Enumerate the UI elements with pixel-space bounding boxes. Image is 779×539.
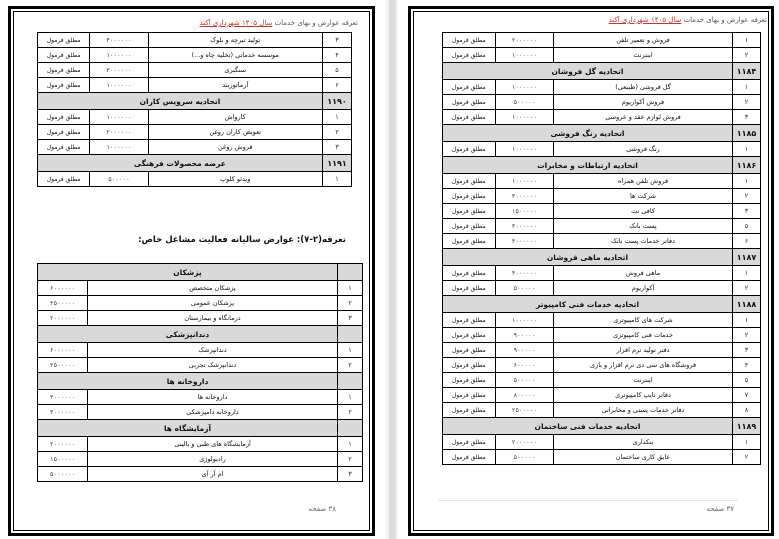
fee-amount: ۱۰۰۰۰۰۰ xyxy=(495,174,553,189)
row-number: ۲ xyxy=(338,358,363,373)
activity-title: آکواریوم xyxy=(554,281,733,296)
fee-condition: مطلق فرمول xyxy=(38,110,90,125)
fee-amount: ۲۵۰۰۰۰۰ xyxy=(495,403,553,418)
table-row xyxy=(443,174,761,189)
activity-title: تعویض کاران روغن xyxy=(148,125,322,140)
table-row xyxy=(443,219,761,234)
section-code: ۱۱۸۴ xyxy=(732,63,760,80)
row-number: ۱ xyxy=(732,33,760,48)
row-number: ۲ xyxy=(322,125,351,140)
section-title: اتحادیه رنگ فروشی xyxy=(443,125,733,142)
activity-title: رنگ فروشی xyxy=(554,142,733,157)
activity-title: ویدئو کلوپ xyxy=(148,172,322,187)
fee-amount: ۱۰۰۰۰۰۰ xyxy=(495,48,553,63)
section-title: اتحادیه گل فروشان xyxy=(443,63,733,80)
section-code xyxy=(338,326,363,343)
row-number: ۴ xyxy=(732,358,760,373)
row-number: ۱ xyxy=(338,281,363,296)
special-occupations-table xyxy=(37,263,363,482)
section-title: اتحادیه سرویس کاران xyxy=(38,93,323,110)
page-number: ۳۷ صفحه xyxy=(706,505,734,513)
section-title: دندانپزشکی xyxy=(38,326,338,343)
section-subheading: تعرفه(۲-۷): عوارض سالیانه فعالیت مشاغل خاص: xyxy=(138,235,346,245)
fee-condition: مطلق فرمول xyxy=(38,125,90,140)
table-row xyxy=(38,125,352,140)
table-row xyxy=(38,78,352,93)
activity-title: پست بانک xyxy=(554,219,733,234)
tariff-table-continued xyxy=(37,32,352,187)
section-header-row xyxy=(443,418,761,435)
fee-condition: مطلق فرمول xyxy=(443,343,496,358)
section-code: ۱۱۸۹ xyxy=(732,418,760,435)
row-number: ۱ xyxy=(732,435,760,450)
table-row xyxy=(443,435,761,450)
fee-condition: مطلق فرمول xyxy=(38,140,90,155)
activity-title: فروش و تعمیر تلفن xyxy=(554,33,733,48)
fee-amount: ۶۰۰۰۰۰ xyxy=(495,358,553,373)
section-header-row xyxy=(443,249,761,266)
row-number: ۱ xyxy=(732,313,760,328)
section-header-row xyxy=(443,157,761,174)
header-prefix: تعرفه عوارض و بهای خدمات xyxy=(681,16,767,24)
fee-condition: مطلق فرمول xyxy=(443,388,496,403)
section-title: عرضه محصولات فرهنگی xyxy=(38,155,323,172)
fee-amount: ۲۰۰۰۰۰۰ xyxy=(38,437,88,452)
header-prefix: تعرفه عوارض و بهای خدمات xyxy=(272,19,358,27)
section-title: اتحادیه خدمات فنی ساختمان xyxy=(443,418,733,435)
row-number: ۳ xyxy=(338,467,363,482)
activity-title: پزشکان عمومی xyxy=(88,296,338,311)
fee-amount: ۵۰۰۰۰۰ xyxy=(90,172,148,187)
row-number: ۸ xyxy=(732,403,760,418)
activity-title: آرماتوربند xyxy=(148,78,322,93)
table-row xyxy=(443,388,761,403)
row-number: ۱ xyxy=(338,343,363,358)
table-row xyxy=(38,343,363,358)
fee-amount: ۶۰۰۰۰۰۰ xyxy=(38,281,88,296)
vertical-scrollbar[interactable] xyxy=(389,0,396,539)
header-highlight: سال ۱۴۰۵ شهرداری آکند xyxy=(608,16,682,24)
activity-title: سنگبری xyxy=(148,63,322,78)
fee-amount: ۵۰۰۰۰۰ xyxy=(495,281,553,296)
section-header-row xyxy=(38,264,363,281)
activity-title: فروشگاه های سی دی نرم افزار و بازی xyxy=(554,358,733,373)
fee-condition: مطلق فرمول xyxy=(443,219,496,234)
activity-title: دفاتر خدمات پست بانک xyxy=(554,234,733,249)
section-header-row xyxy=(443,125,761,142)
table-row xyxy=(443,450,761,465)
table-row xyxy=(443,403,761,418)
activity-title: فروش تلفن همراه xyxy=(554,174,733,189)
row-number: ۵ xyxy=(732,219,760,234)
row-number: ۲ xyxy=(732,189,760,204)
fee-condition: مطلق فرمول xyxy=(38,63,90,78)
fee-condition: مطلق فرمول xyxy=(443,142,496,157)
fee-condition: مطلق فرمول xyxy=(443,358,496,373)
table-row xyxy=(443,313,761,328)
row-number: ۲ xyxy=(732,450,760,465)
table-row xyxy=(443,142,761,157)
row-number: ۳ xyxy=(322,140,351,155)
row-number: ۲ xyxy=(732,328,760,343)
fee-amount: ۶۰۰۰۰۰۰ xyxy=(38,343,88,358)
row-number: ۶ xyxy=(322,78,351,93)
footer-rule xyxy=(438,500,738,501)
fee-condition: مطلق فرمول xyxy=(443,266,496,281)
fee-condition: مطلق فرمول xyxy=(443,204,496,219)
fee-amount: ۳۰۰۰۰۰۰ xyxy=(495,234,553,249)
table-row xyxy=(38,405,363,420)
activity-title: ام آر آی xyxy=(88,467,338,482)
table-row xyxy=(443,95,761,110)
table-row xyxy=(443,281,761,296)
row-number: ۱ xyxy=(732,80,760,95)
fee-amount: ۱۵۰۰۰۰۰ xyxy=(495,204,553,219)
fee-condition: مطلق فرمول xyxy=(38,33,90,48)
fee-amount: ۲۰۰۰۰۰۰ xyxy=(90,125,148,140)
fee-condition: مطلق فرمول xyxy=(443,313,496,328)
row-number: ۱ xyxy=(732,142,760,157)
table-row xyxy=(443,204,761,219)
activity-title: فروش آکواریوم xyxy=(554,95,733,110)
section-title: اتحادیه ارتباطات و مخابرات xyxy=(443,157,733,174)
fee-amount: ۱۰۰۰۰۰۰ xyxy=(90,78,148,93)
table-row xyxy=(38,110,352,125)
table-row xyxy=(443,48,761,63)
section-title: پزشکان xyxy=(38,264,338,281)
fee-amount: ۵۰۰۰۰۰ xyxy=(495,450,553,465)
fee-amount: ۳۰۰۰۰۰۰ xyxy=(38,390,88,405)
fee-condition: مطلق فرمول xyxy=(443,328,496,343)
fee-condition: مطلق فرمول xyxy=(443,234,496,249)
table-row xyxy=(443,189,761,204)
table-row xyxy=(443,33,761,48)
activity-title: گل فروشی (طبیعی) xyxy=(554,80,733,95)
section-code: ۱۱۹۰ xyxy=(322,93,351,110)
fee-condition: مطلق فرمول xyxy=(443,373,496,388)
row-number: ۳ xyxy=(322,33,351,48)
activity-title: تولید تیرچه و بلوک xyxy=(148,33,322,48)
row-number: ۱ xyxy=(338,390,363,405)
row-number: ۲ xyxy=(338,405,363,420)
row-number: ۱ xyxy=(322,110,351,125)
fee-amount: ۳۵۰۰۰۰۰ xyxy=(38,358,88,373)
fee-amount: ۲۰۰۰۰۰۰ xyxy=(495,435,553,450)
fee-condition: مطلق فرمول xyxy=(443,281,496,296)
activity-title: بنکداری xyxy=(554,435,733,450)
table-row xyxy=(38,452,363,467)
row-number: ۳ xyxy=(338,311,363,326)
section-code: ۱۱۸۶ xyxy=(732,157,760,174)
activity-title: پزشکان متخصص xyxy=(88,281,338,296)
table-row xyxy=(38,296,363,311)
section-header-row xyxy=(38,93,352,110)
table-row xyxy=(443,358,761,373)
row-number: ۲ xyxy=(732,95,760,110)
fee-condition: مطلق فرمول xyxy=(443,435,496,450)
fee-amount: ۵۰۰۰۰۰ xyxy=(495,95,553,110)
section-header-row xyxy=(38,155,352,172)
page-header xyxy=(609,16,767,24)
activity-title: اینترنت xyxy=(554,373,733,388)
fee-amount: ۱۰۰۰۰۰۰ xyxy=(495,142,553,157)
fee-amount: ۳۰۰۰۰۰۰ xyxy=(495,219,553,234)
table-row xyxy=(38,33,352,48)
fee-condition: مطلق فرمول xyxy=(38,172,90,187)
fee-condition: مطلق فرمول xyxy=(443,110,496,125)
page-header xyxy=(200,19,358,27)
row-number: ۵ xyxy=(732,373,760,388)
fee-amount: ۱۰۰۰۰۰۰ xyxy=(90,110,148,125)
table-row xyxy=(38,311,363,326)
table-row xyxy=(38,48,352,63)
row-number: ۲ xyxy=(732,48,760,63)
fee-amount: ۹۰۰۰۰۰ xyxy=(495,343,553,358)
section-title: آزمایشگاه ها xyxy=(38,420,338,437)
activity-title: درمانگاه و بیمارستان xyxy=(88,311,338,326)
fee-amount: ۵۰۰۰۰۰ xyxy=(495,373,553,388)
fee-condition: مطلق فرمول xyxy=(443,33,496,48)
fee-condition: مطلق فرمول xyxy=(443,48,496,63)
section-title: داروخانه ها xyxy=(38,373,338,390)
row-number: ۱ xyxy=(732,174,760,189)
activity-title: داروخانه دامپزشکی xyxy=(88,405,338,420)
row-number: ۲ xyxy=(338,296,363,311)
section-title: اتحادیه خدمات فنی کامپیوتر xyxy=(443,296,733,313)
activity-title: رادیولوژی xyxy=(88,452,338,467)
fee-amount: ۹۰۰۰۰۰ xyxy=(495,328,553,343)
fee-amount: ۱۰۰۰۰۰۰ xyxy=(495,110,553,125)
fee-amount: ۴۰۰۰۰۰۰ xyxy=(90,33,148,48)
activity-title: شرکت ها xyxy=(554,189,733,204)
tariff-table xyxy=(442,32,761,465)
section-code xyxy=(338,373,363,390)
section-code: ۱۱۸۸ xyxy=(732,296,760,313)
activity-title: موسسه خدماتی (تخلیه چاه و...) xyxy=(148,48,322,63)
fee-amount: ۲۰۰۰۰۰۰ xyxy=(495,33,553,48)
row-number: ۷ xyxy=(732,388,760,403)
section-code: ۱۱۸۷ xyxy=(732,249,760,266)
fee-condition: مطلق فرمول xyxy=(38,78,90,93)
table-row xyxy=(38,63,352,78)
activity-title: آزمایشگاه های طبی و بالینی xyxy=(88,437,338,452)
section-header-row xyxy=(443,296,761,313)
section-code xyxy=(338,264,363,281)
document-page-38 xyxy=(0,0,386,539)
fee-condition: مطلق فرمول xyxy=(443,174,496,189)
activity-title: کافی نت xyxy=(554,204,733,219)
row-number: ۴ xyxy=(322,48,351,63)
fee-condition: مطلق فرمول xyxy=(443,189,496,204)
section-header-row xyxy=(443,63,761,80)
activity-title: فروش لوازم عقد و عروسی xyxy=(554,110,733,125)
row-number: ۳ xyxy=(732,343,760,358)
table-row xyxy=(443,110,761,125)
row-number: ۶ xyxy=(732,234,760,249)
table-row xyxy=(38,467,363,482)
table-row xyxy=(443,266,761,281)
table-row xyxy=(38,390,363,405)
fee-amount: ۲۰۰۰۰۰۰ xyxy=(38,311,88,326)
header-highlight: سال ۱۴۰۵ شهرداری آکند xyxy=(199,19,273,27)
table-row xyxy=(443,80,761,95)
row-number: ۲ xyxy=(338,452,363,467)
table-row xyxy=(443,234,761,249)
fee-amount: ۱۰۰۰۰۰۰ xyxy=(90,48,148,63)
document-page-37 xyxy=(398,0,779,539)
table-row xyxy=(38,140,352,155)
activity-title: داروخانه ها xyxy=(88,390,338,405)
activity-title: خدمات فنی کامپیوتری xyxy=(554,328,733,343)
fee-condition: مطلق فرمول xyxy=(443,450,496,465)
section-code: ۱۱۹۱ xyxy=(322,155,351,172)
fee-amount: ۱۰۰۰۰۰۰ xyxy=(495,80,553,95)
activity-title: عایق کاری ساختمان xyxy=(554,450,733,465)
section-header-row xyxy=(38,420,363,437)
activity-title: ماهی فروش xyxy=(554,266,733,281)
section-header-row xyxy=(38,326,363,343)
table-row xyxy=(38,437,363,452)
fee-amount: ۱۰۰۰۰۰۰ xyxy=(90,140,148,155)
table-row xyxy=(443,328,761,343)
fee-amount: ۸۰۰۰۰۰ xyxy=(495,388,553,403)
row-number: ۱ xyxy=(732,266,760,281)
table-row xyxy=(443,373,761,388)
row-number: ۳ xyxy=(732,204,760,219)
fee-condition: مطلق فرمول xyxy=(443,80,496,95)
section-header-row xyxy=(38,373,363,390)
row-number: ۵ xyxy=(322,63,351,78)
fee-amount: ۳۵۰۰۰۰۰ xyxy=(38,296,88,311)
fee-amount: ۱۵۰۰۰۰۰ xyxy=(38,452,88,467)
section-code xyxy=(338,420,363,437)
activity-title: شرکت های کامپیوتری xyxy=(554,313,733,328)
table-row xyxy=(38,281,363,296)
fee-condition: مطلق فرمول xyxy=(443,403,496,418)
section-code: ۱۱۸۵ xyxy=(732,125,760,142)
table-row xyxy=(443,343,761,358)
activity-title: دفتر تولید نرم افزار xyxy=(554,343,733,358)
fee-amount: ۴۰۰۰۰۰۰ xyxy=(495,266,553,281)
table-row xyxy=(38,358,363,373)
fee-condition: مطلق فرمول xyxy=(38,48,90,63)
activity-title: کارواش xyxy=(148,110,322,125)
fee-amount: ۳۰۰۰۰۰۰ xyxy=(90,63,148,78)
row-number: ۲ xyxy=(732,281,760,296)
fee-condition: مطلق فرمول xyxy=(443,95,496,110)
fee-amount: ۱۰۰۰۰۰۰ xyxy=(495,313,553,328)
row-number: ۳ xyxy=(732,110,760,125)
activity-title: فروش روغن xyxy=(148,140,322,155)
table-row xyxy=(38,172,352,187)
fee-amount: ۳۰۰۰۰۰۰ xyxy=(38,405,88,420)
row-number: ۱ xyxy=(338,437,363,452)
section-title: اتحادیه ماهی فروشان xyxy=(443,249,733,266)
activity-title: دفاتر تایپ کامپیوتری xyxy=(554,388,733,403)
activity-title: دندانپزشک xyxy=(88,343,338,358)
activity-title: دفاتر خدمات پستی و مخابراتی xyxy=(554,403,733,418)
activity-title: اینترنت xyxy=(554,48,733,63)
row-number: ۱ xyxy=(322,172,351,187)
fee-amount: ۳۰۰۰۰۰۰ xyxy=(495,189,553,204)
fee-amount: ۵۰۰۰۰۰۰ xyxy=(38,467,88,482)
page-number: ۳۸ صفحه xyxy=(308,505,336,513)
activity-title: دندانپزشک تجربی xyxy=(88,358,338,373)
